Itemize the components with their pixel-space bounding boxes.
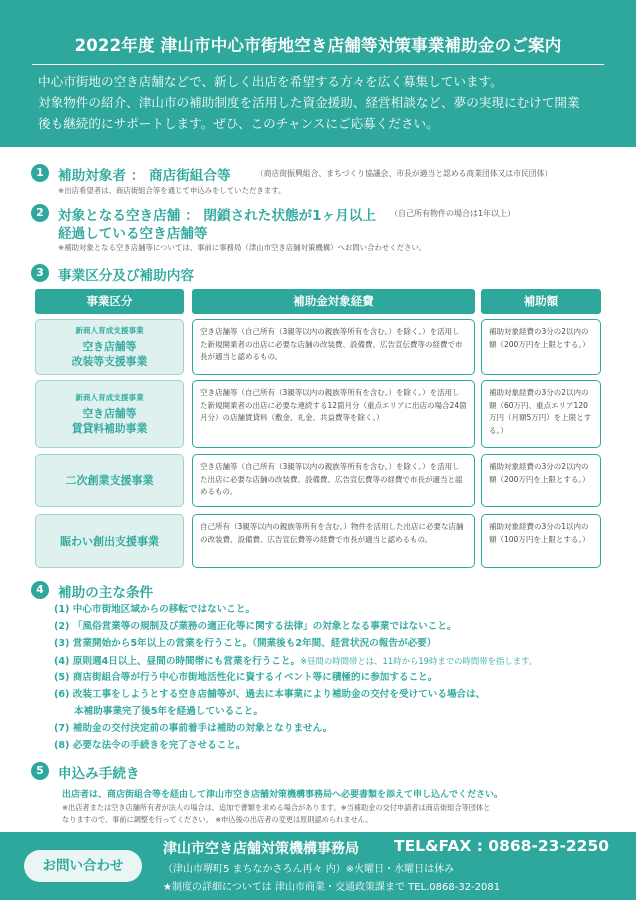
- contact-address: （津山市堺町5 まちなかさろん再々 内）※火曜日・水曜日は休み: [163, 864, 455, 875]
- section-number: 4: [31, 581, 49, 599]
- header-banner: [0, 0, 636, 147]
- header-divider: [32, 64, 604, 65]
- table-row-category: [35, 380, 184, 448]
- section1-label: 補助対象者 ： 商店街組合等: [58, 168, 231, 184]
- section5-note: ※出店者または空き店舗所有者が法人の場合は、追加で書類を求める場合があります。※当補助金の交付申請者は商店街組合等団体と: [62, 803, 491, 812]
- lead-line: 後も継続的にサポートします。ぜひ、このチャンスにご応募ください。: [38, 116, 439, 131]
- condition-text: 中心市街地区域からの移転ではないこと。: [72, 604, 256, 615]
- table-cell-amount: 補助対象経費の3分の2以内の額（200万円を上限とする。）: [481, 319, 601, 375]
- condition-number: (1): [54, 604, 70, 615]
- table-header-expense: 補助金対象経費: [192, 289, 475, 314]
- contact-detail: ★制度の詳細については 津山市商業・交通政策課まで TEL.0868-32-2081: [163, 882, 501, 893]
- condition-item: [54, 722, 332, 736]
- section1-note: ※出店希望者は、商店街組合等を通じて申込みをしていただきます。: [58, 186, 286, 195]
- section2-note: ※補助対象となる空き店舗等については、事前に事務局（津山市空き店舗対策機構）へお問い合わせください。: [58, 243, 427, 252]
- category-name: 空き店舗等 改装等支援事業: [71, 340, 148, 368]
- condition-text: 「風俗営業等の規制及び業務の適正化等に関する法律」の対象となる事業ではないこと。: [72, 621, 457, 632]
- section2-line2: 経過している空き店舗等: [58, 226, 208, 242]
- table-cell-expense: 空き店舗等（自己所有（3親等以内の親族等所有を含む。）を除く。）を活用した新規開業者の出店に必要な連続する12箇月分（重点エリアに出店の場合24箇月分）の店舗賃貸料（敷金、礼金、共益費等を除く。）: [192, 380, 475, 448]
- category-name: 空き店舗等 賃貸料補助事業: [71, 407, 148, 435]
- condition-item: [74, 705, 263, 719]
- condition-item: [54, 671, 437, 685]
- condition-item: [54, 637, 436, 651]
- condition-number: (8): [54, 740, 70, 751]
- lead-line: 中心市街地の空き店舗などで、新しく出店を希望する方々を広く募集しています。: [38, 74, 503, 89]
- condition-number: (5): [54, 672, 70, 683]
- category-sub: 新商人育成支援事業: [75, 326, 144, 335]
- lead-text: [38, 71, 608, 134]
- condition-text: 改装工事をしようとする空き店舗等が、過去に本事業により補助金の交付を受けている場合は、: [72, 689, 486, 700]
- condition-item: [54, 603, 255, 617]
- category-name: 賑わい創出支援事業: [60, 534, 159, 548]
- table-row-category: [35, 514, 184, 568]
- section4-title: 補助の主な条件: [58, 585, 154, 601]
- condition-text: 営業開始から5年以上の営業を行うこと。（開業後も2年間、経営状況の報告が必要）: [72, 638, 437, 649]
- section-number: 2: [31, 204, 49, 222]
- table-row-category: [35, 454, 184, 507]
- condition-text: 商店街組合等が行う中心市街地活性化に資するイベント等に積極的に参加すること。: [72, 672, 438, 683]
- table-cell-amount: 補助対象経費の3分の2以内の額（60万円、重点エリア120万円（月額5万円）を上限とする。）: [481, 380, 601, 448]
- section-number: 3: [31, 264, 49, 282]
- section2-line1: 対象となる空き店舗 ： 閉鎖された状態が1ヶ月以上: [58, 208, 376, 224]
- category-sub: 新商人育成支援事業: [75, 393, 144, 402]
- condition-text: 原則週4日以上、昼間の時間帯にも営業を行うこと。: [72, 656, 301, 667]
- contact-footer: [0, 832, 636, 900]
- condition-text: 補助金の交付決定前の事前着手は補助の対象となりません。: [72, 723, 333, 734]
- condition-text: 本補助事業完了後5年を経過していること。: [74, 706, 263, 717]
- section-number: 1: [31, 164, 49, 182]
- condition-item: [54, 739, 245, 753]
- contact-org: 津山市空き店舗対策機構事務局: [163, 841, 359, 857]
- table-header-category: 事業区分: [35, 289, 184, 314]
- contact-label: お問い合わせ: [24, 850, 142, 882]
- condition-number: (7): [54, 723, 70, 734]
- table-cell-amount: 補助対象経費の3分の1以内の額（100万円を上限とする。）: [481, 514, 601, 568]
- section-number: 5: [31, 762, 49, 780]
- section3-title: 事業区分及び補助内容: [58, 268, 194, 284]
- contact-tel: TEL&FAX : 0868-23-2250: [394, 837, 610, 855]
- condition-number: (2): [54, 621, 70, 632]
- section1-paren: （商店街振興組合、まちづくり協議会、市長が適当と認める商業団体又は市民団体）: [256, 169, 553, 178]
- section5-note: なりますので、事前に調整を行ってください。 ※申込後の出店者の変更は原則認められません。: [62, 815, 373, 824]
- table-cell-expense: 自己所有（3親等以内の親族等所有を含む。）物件を活用した出店に必要な店舗の改装費、設備費、広告宣伝費等の経費で市長が適当と認めるもの。: [192, 514, 475, 568]
- condition-number: (6): [54, 689, 70, 700]
- table-cell-expense: 空き店舗等（自己所有（3親等以内の親族等所有を含む。）を除く。）を活用した出店に必要な店舗の改装費、設備費、広告宣伝費等の経費で市長が適当と認めるもの。: [192, 454, 475, 507]
- page-title: 2022年度 津山市中心市街地空き店舗等対策事業補助金のご案内: [74, 36, 562, 55]
- condition-text: 必要な法令の手続きを完了させること。: [72, 740, 246, 751]
- section2-paren: （自己所有物件の場合は1年以上）: [390, 209, 516, 218]
- lead-line: 対象物件の紹介、津山市の補助制度を活用した資金援助、経営相談など、夢の実現にむけて開業: [38, 95, 580, 110]
- section5-title: 申込み手続き: [58, 766, 140, 782]
- condition-item: [54, 654, 537, 669]
- condition-item: [54, 620, 457, 634]
- section5-body: 出店者は、商店街組合等を経由して津山市空き店舗対策機構事務局へ必要書類を添えて申し込んでください。: [62, 790, 504, 800]
- table-cell-expense: 空き店舗等（自己所有（3親等以内の親族等所有を含む。）を除く。）を活用した新規開業者の出店に必要な店舗の改装費、設備費、広告宣伝費等の経費で市長が適当と認めるもの。: [192, 319, 475, 375]
- table-cell-amount: 補助対象経費の3分の2以内の額（200万円を上限とする。）: [481, 454, 601, 507]
- category-name: 二次創業支援事業: [65, 474, 154, 487]
- condition-number: (3): [54, 638, 70, 649]
- condition-item: [54, 688, 485, 702]
- condition-number: (4): [54, 656, 70, 667]
- condition-note: ※昼間の時間帯とは、11時から19時までの時間帯を指します。: [300, 656, 538, 666]
- table-header-amount: 補助額: [481, 289, 601, 314]
- table-row-category: [35, 319, 184, 375]
